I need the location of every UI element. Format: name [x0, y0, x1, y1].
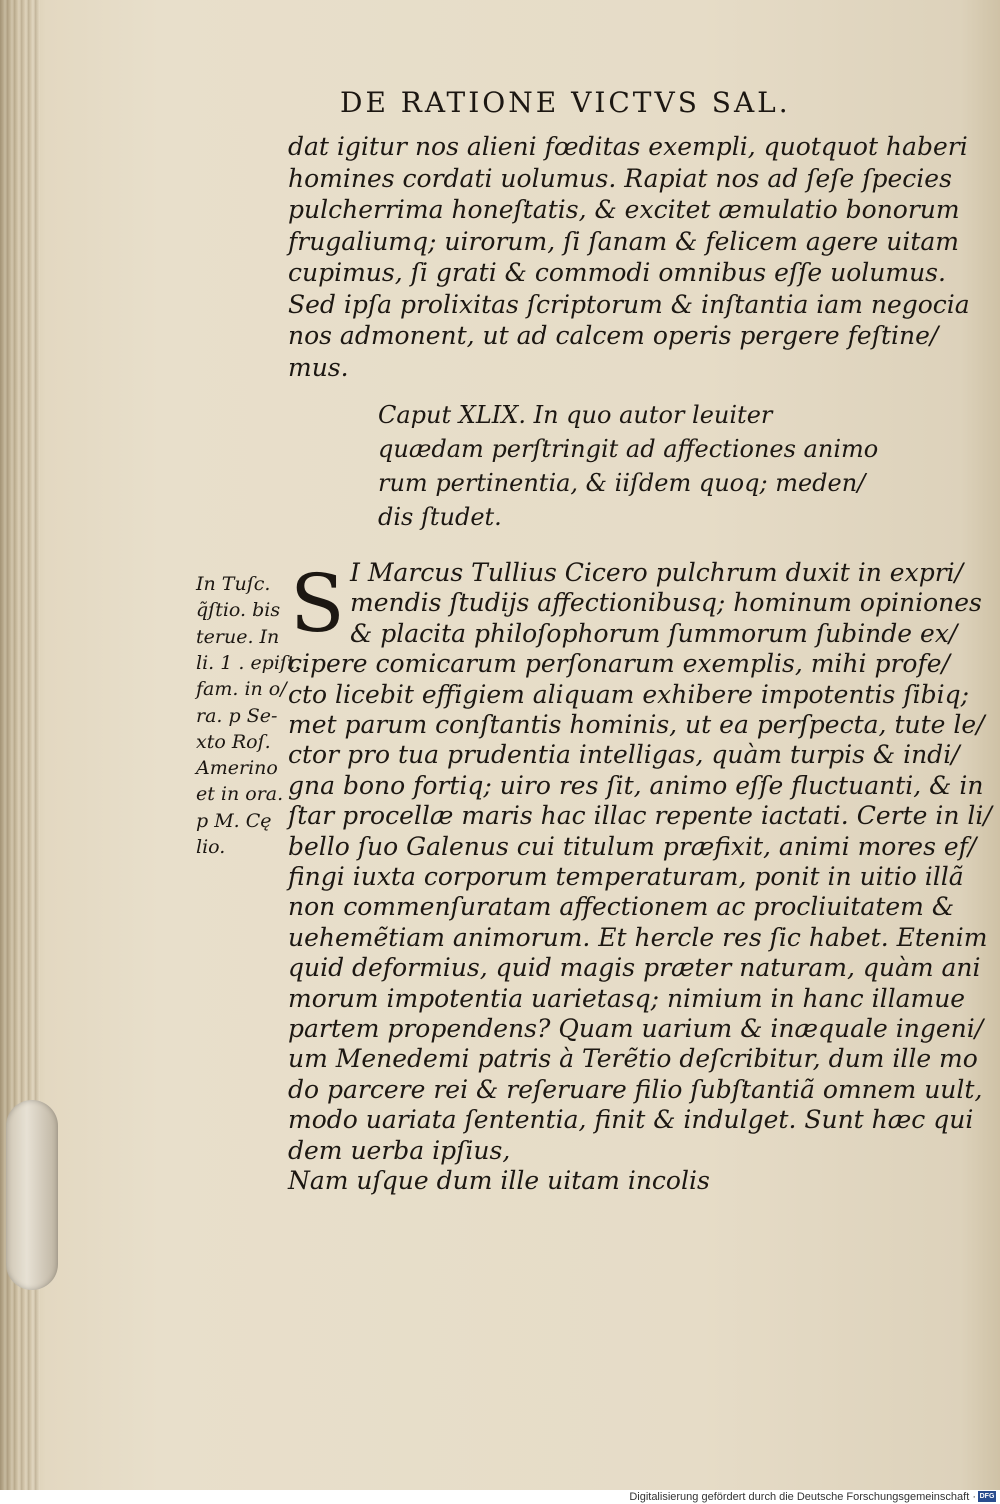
body-main-line: dem uerba ipſius,: [288, 1135, 511, 1165]
margin-note-line: q̃ſtio. bis: [196, 599, 281, 622]
body-main-line: quid deformius, quid magis præter naturam, quàm ani: [288, 953, 981, 983]
body-main-line: non commenſuratam affectionem ac procliuitatem &: [288, 892, 955, 922]
body-top-line: homines cordati uolumus. Rapiat nos ad ſeſe ſpecies: [288, 163, 952, 193]
body-main-line: fingi iuxta corporum temperaturam, ponit in uitio illã: [288, 862, 964, 891]
margin-note-line: ra. p Se-: [196, 704, 278, 727]
body-main-line: cipere comicarum perſonarum exemplis, mihi profe/: [288, 649, 950, 679]
body-top-line: frugaliumq; uirorum, ſi ſanam & felicem agere uitam: [288, 226, 959, 256]
chapter-line: Caput XLIX. In quo autor leuiter: [378, 401, 773, 429]
body-main-line: um Menedemi patris à Terẽtio deſcribitur, dum ille mo: [288, 1044, 978, 1074]
body-main-line: I Marcus Tullius Cicero pulchrum duxit in expri/: [350, 558, 964, 587]
body-top-line: cupimus, ſi grati & commodi omnibus eſſe uolumus.: [288, 258, 946, 287]
body-top-line: pulcherrima honeſtatis, & excitet æmulatio bonorum: [288, 195, 960, 224]
body-main-line: Nam uſque dum ille uitam incolis: [288, 1166, 710, 1195]
body-top-line: Sed ipſa prolixitas ſcriptorum & inſtantia iam negocia: [288, 289, 970, 319]
page-clip: [6, 1100, 58, 1290]
body-main-line: modo uariata ſententia, finit & indulget. Sunt hæc qui: [288, 1105, 974, 1135]
margin-note-line: terue. In: [196, 625, 280, 648]
body-main-line: partem propendens? Quam uarium & inæquale ingeni/: [288, 1014, 984, 1043]
funding-credit: Digitalisierung gefördert durch die Deutsche Forschungsgemeinschaft ·: [629, 1491, 976, 1503]
body-main-line: bello ſuo Galenus cui titulum præfixit, animi mores ef/: [288, 831, 977, 861]
margin-note-line: lio.: [196, 836, 226, 858]
body-main-line: & placita philoſophorum ſummorum ſubinde ex/: [350, 618, 958, 648]
body-main-line: morum impotentia uarietasq; nimium in hanc illamue: [288, 983, 966, 1013]
body-top-line: mus.: [288, 352, 349, 382]
body-main-line: ſtar procellæ maris hac illac repente iactati. Certe in li/: [288, 801, 992, 831]
body-top-line: nos admonent, ut ad calcem operis pergere feſtine/: [288, 321, 939, 350]
body-main-line: mendis ſtudijs affectionibusq; hominum opiniones: [350, 588, 982, 618]
margin-note-line: p M. Cę: [196, 809, 272, 832]
chapter-line: dis ſtudet.: [378, 503, 502, 531]
margin-note-line: xto Roſ.: [196, 730, 271, 753]
body-main-line: ctor pro tua prudentia intelligas, quàm turpis & indi/: [288, 740, 960, 770]
body-main-line: gna bono fortiq; uiro res ſit, animo eſſe fluctuanti, & in: [288, 770, 984, 800]
margin-note-line: In Tuſc.: [196, 573, 271, 595]
drop-capital: S: [290, 557, 345, 650]
body-top-line: dat igitur nos alieni fœditas exempli, quotquot haberi: [288, 132, 968, 161]
margin-note-line: Amerino: [196, 757, 278, 780]
chapter-line: rum pertinentia, & iiſdem quoq; meden/: [378, 469, 866, 497]
body-main-line: uehemẽtiam animorum. Et hercle res ſic habet. Etenim: [288, 922, 988, 952]
chapter-line: quædam perſtringit ad affectiones animo: [378, 435, 879, 463]
running-head: DE RATIONE VICTVS SAL.: [340, 86, 791, 119]
digitization-footer: [0, 1490, 1000, 1504]
body-main-line: cto licebit effigiem aliquam exhibere impotentis ſibiq;: [288, 679, 970, 709]
dfg-logo: DFG: [979, 1493, 995, 1500]
body-main-line: met parum conſtantis hominis, ut ea perſpecta, tute le/: [288, 710, 985, 739]
margin-note-line: fam. in o/: [196, 678, 287, 701]
margin-note-line: li. 1 . epiſt.: [196, 651, 301, 674]
body-main-line: do parcere rei & reſeruare filio ſubſtantiã omnem uult,: [288, 1074, 983, 1104]
margin-note-line: et in ora.: [196, 783, 284, 806]
